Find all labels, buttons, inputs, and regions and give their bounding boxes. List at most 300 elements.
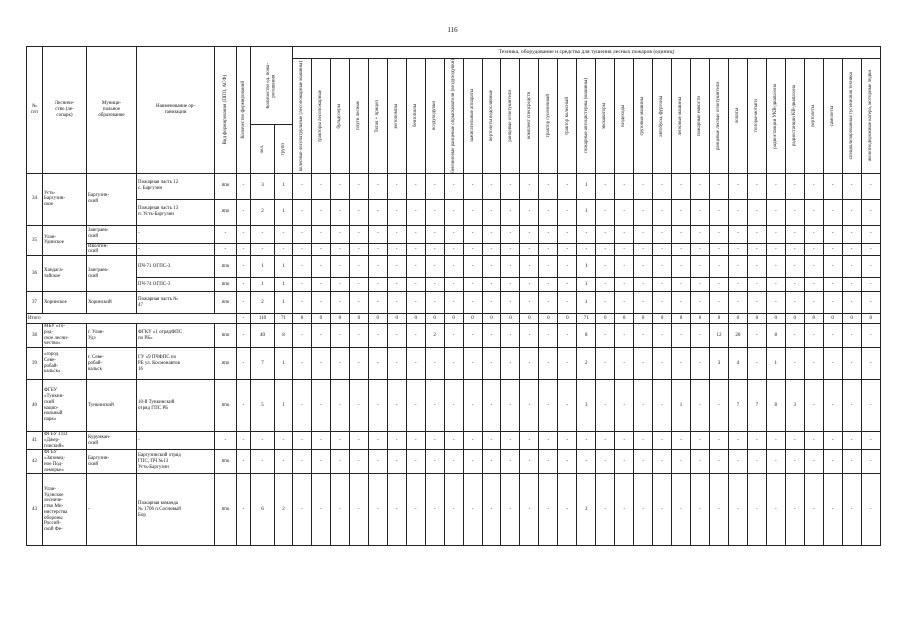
total-equipment-19: 0 — [653, 314, 672, 324]
cell-groups: 1 — [275, 380, 293, 432]
cell-equipment-26: - — [785, 225, 804, 243]
cell-equipment-5: - — [387, 173, 406, 199]
table-row — [27, 348, 881, 380]
header-equipment-9: зажигательные аппараты — [463, 59, 482, 174]
cell-municipality: Баргузин- ский — [87, 450, 137, 474]
cell-equipment-22: - — [709, 278, 728, 292]
cell-formation-count: - — [237, 324, 251, 348]
cell-equipment-13: - — [539, 348, 558, 380]
cell-equipment-22: - — [709, 450, 728, 474]
cell-equipment-14: - — [558, 256, 577, 278]
table-row — [27, 173, 881, 199]
cell-equipment-26: - — [785, 348, 804, 380]
cell-people: 3 — [251, 173, 275, 199]
cell-equipment-0: - — [293, 474, 312, 546]
cell-forestry: «город Севе- робай- кальск» — [43, 348, 87, 380]
cell-equipment-3: - — [349, 348, 368, 380]
cell-equipment-12: - — [520, 278, 539, 292]
cell-equipment-15: 1 — [577, 292, 596, 314]
total-equipment-23: 0 — [728, 314, 747, 324]
table-header — [27, 47, 881, 174]
total-equipment-7: 0 — [425, 314, 444, 324]
cell-equipment-0: - — [293, 432, 312, 450]
cell-equipment-8: - — [444, 292, 463, 314]
cell-equipment-5: - — [387, 450, 406, 474]
cell-equipment-29: - — [842, 243, 861, 256]
cell-equipment-8: - — [444, 450, 463, 474]
cell-equipment-8: - — [444, 173, 463, 199]
total-equipment-16: 0 — [596, 314, 615, 324]
cell-equipment-25: - — [766, 173, 785, 199]
cell-equipment-6: - — [406, 292, 425, 314]
header-equipment-5: мотопомпы — [387, 59, 406, 174]
cell-forestry: Улан- Удэнское лесниче- ство Ми- нистерства обороны Россий- ской Фе- — [43, 474, 87, 546]
cell-equipment-5: - — [387, 199, 406, 225]
cell-num: 41 — [27, 432, 43, 450]
cell-equipment-1: - — [311, 450, 330, 474]
cell-equipment-6: - — [406, 173, 425, 199]
cell-equipment-20: - — [672, 199, 691, 225]
cell-equipment-30: - — [861, 173, 880, 199]
cell-equipment-11: - — [501, 173, 520, 199]
cell-equipment-28: - — [823, 450, 842, 474]
cell-equipment-2: - — [330, 173, 349, 199]
cell-organization: - — [137, 243, 215, 256]
cell-equipment-13: - — [539, 256, 558, 278]
cell-equipment-30: - — [861, 324, 880, 348]
cell-num: 37 — [27, 292, 43, 314]
cell-equipment-17: - — [615, 199, 634, 225]
cell-equipment-11: - — [501, 474, 520, 546]
cell-equipment-19: - — [653, 278, 672, 292]
cell-equipment-16: - — [596, 199, 615, 225]
total-equipment-22: 0 — [709, 314, 728, 324]
cell-equipment-17: - — [615, 225, 634, 243]
cell-equipment-30: - — [861, 450, 880, 474]
cell-equipment-25: - — [766, 243, 785, 256]
cell-equipment-17: - — [615, 380, 634, 432]
cell-equipment-3: - — [349, 225, 368, 243]
cell-equipment-11: - — [501, 432, 520, 450]
cell-equipment-7: - — [425, 243, 444, 256]
cell-equipment-13: - — [539, 450, 558, 474]
cell-municipality: г. Севе- робай- кальск — [87, 348, 137, 380]
cell-equipment-3: - — [349, 380, 368, 432]
cell-groups: 2 — [275, 474, 293, 546]
cell-equipment-21: - — [691, 225, 710, 243]
cell-groups: 1 — [275, 292, 293, 314]
total-equipment-24: 0 — [747, 314, 766, 324]
cell-equipment-12: - — [520, 432, 539, 450]
cell-formation-type: ппо — [215, 173, 237, 199]
cell-equipment-8: - — [444, 256, 463, 278]
header-equipment-8: бензиновые ранцевые опрыскиватели (воздуходувки) — [444, 59, 463, 174]
cell-equipment-28: - — [823, 474, 842, 546]
cell-equipment-3: - — [349, 173, 368, 199]
header-equipment-2: бульдозеры — [330, 59, 349, 174]
cell-equipment-16: - — [596, 292, 615, 314]
cell-formation-count: - — [237, 243, 251, 256]
cell-equipment-27: - — [804, 380, 823, 432]
total-row — [27, 314, 881, 324]
cell-equipment-25: - — [766, 450, 785, 474]
cell-equipment-6: - — [406, 199, 425, 225]
header-equipment-19: автобусы, фургоны — [653, 59, 672, 174]
cell-equipment-27: - — [804, 225, 823, 243]
cell-formation-count: - — [237, 278, 251, 292]
header-equipment-24: топоры-мотыги — [747, 59, 766, 174]
total-equipment-3: 0 — [349, 314, 368, 324]
cell-equipment-28: - — [823, 292, 842, 314]
cell-equipment-29: - — [842, 278, 861, 292]
total-equipment-11: 0 — [501, 314, 520, 324]
cell-equipment-6: - — [406, 256, 425, 278]
cell-equipment-8: - — [444, 324, 463, 348]
cell-equipment-28: - — [823, 243, 842, 256]
cell-equipment-10: - — [482, 173, 501, 199]
cell-equipment-15: - — [577, 243, 596, 256]
cell-equipment-21: - — [691, 278, 710, 292]
cell-equipment-9: - — [463, 324, 482, 348]
cell-equipment-1: - — [311, 199, 330, 225]
cell-equipment-22: - — [709, 199, 728, 225]
cell-equipment-4: - — [368, 474, 387, 546]
cell-equipment-14: - — [558, 348, 577, 380]
cell-groups: 1 — [275, 173, 293, 199]
cell-equipment-27: - — [804, 474, 823, 546]
cell-equipment-7: - — [425, 199, 444, 225]
cell-equipment-9: - — [463, 450, 482, 474]
cell-equipment-29: - — [842, 474, 861, 546]
cell-equipment-13: - — [539, 474, 558, 546]
table-row — [27, 432, 881, 450]
cell-equipment-4: - — [368, 450, 387, 474]
cell-equipment-8: - — [444, 278, 463, 292]
cell-equipment-18: - — [634, 450, 653, 474]
cell-num: 40 — [27, 380, 43, 432]
cell-people: - — [251, 225, 275, 243]
cell-equipment-26: - — [785, 324, 804, 348]
cell-equipment-8: - — [444, 380, 463, 432]
cell-equipment-5: - — [387, 243, 406, 256]
cell-forestry: Хандага- тайское — [43, 256, 87, 292]
cell-equipment-22: 3 — [709, 348, 728, 380]
cell-groups: 1 — [275, 256, 293, 278]
cell-equipment-13: - — [539, 432, 558, 450]
cell-formation-type: ппо — [215, 199, 237, 225]
cell-equipment-9: - — [463, 474, 482, 546]
cell-equipment-22: - — [709, 243, 728, 256]
cell-organization: ФГКУ «1 отрядФПС по РБ» — [137, 324, 215, 348]
cell-equipment-21: - — [691, 380, 710, 432]
cell-organization: Пожарная часть 13 п. Усть-Баргузин — [137, 199, 215, 225]
cell-equipment-26: - — [785, 292, 804, 314]
cell-equipment-22: 12 — [709, 324, 728, 348]
cell-equipment-21: - — [691, 450, 710, 474]
cell-equipment-18: - — [634, 225, 653, 243]
cell-equipment-10: - — [482, 474, 501, 546]
cell-equipment-6: - — [406, 243, 425, 256]
header-equipment-title: Техника, оборудование и средства для тушения лесных пожаров (единиц) — [293, 47, 881, 59]
cell-equipment-4: - — [368, 348, 387, 380]
cell-equipment-25: 1 — [766, 348, 785, 380]
cell-equipment-28: - — [823, 173, 842, 199]
header-equipment-12: комплект спецсредств — [520, 59, 539, 174]
cell-people: 7 — [251, 348, 275, 380]
total-groups: 71 — [275, 314, 293, 324]
table-row — [27, 292, 881, 314]
cell-municipality: г. Улан- Удэ — [87, 324, 137, 348]
cell-equipment-7: - — [425, 450, 444, 474]
total-equipment-17: 0 — [615, 314, 634, 324]
cell-equipment-12: - — [520, 324, 539, 348]
cell-equipment-23: 20 — [728, 324, 747, 348]
cell-equipment-18: - — [634, 243, 653, 256]
cell-people: 1 — [251, 278, 275, 292]
cell-equipment-24: - — [747, 474, 766, 546]
header-equipment-0: колесные лесопатрульные (лесопожарные машины) — [293, 59, 312, 174]
table-row — [27, 243, 881, 256]
cell-equipment-13: - — [539, 292, 558, 314]
cell-equipment-17: - — [615, 292, 634, 314]
cell-equipment-14: - — [558, 432, 577, 450]
cell-equipment-23: - — [728, 225, 747, 243]
cell-equipment-16: - — [596, 348, 615, 380]
cell-equipment-10: - — [482, 199, 501, 225]
header-equipment-21: пожарные емкости — [691, 59, 710, 174]
cell-equipment-22: - — [709, 474, 728, 546]
cell-equipment-5: - — [387, 324, 406, 348]
cell-equipment-19: - — [653, 348, 672, 380]
cell-equipment-13: - — [539, 173, 558, 199]
cell-equipment-3: - — [349, 324, 368, 348]
cell-equipment-24: - — [747, 348, 766, 380]
cell-equipment-2: - — [330, 199, 349, 225]
cell-formation-count: - — [237, 199, 251, 225]
cell-equipment-5: - — [387, 348, 406, 380]
cell-equipment-12: - — [520, 225, 539, 243]
cell-equipment-4: - — [368, 292, 387, 314]
cell-equipment-19: - — [653, 380, 672, 432]
cell-equipment-13: - — [539, 199, 558, 225]
cell-equipment-30: - — [861, 292, 880, 314]
cell-groups: - — [275, 432, 293, 450]
cell-equipment-2: - — [330, 348, 349, 380]
cell-equipment-25: - — [766, 432, 785, 450]
cell-equipment-7: - — [425, 432, 444, 450]
cell-equipment-26: - — [785, 474, 804, 546]
cell-equipment-25: 8 — [766, 380, 785, 432]
total-equipment-8: 0 — [444, 314, 463, 324]
total-equipment-25: 0 — [766, 314, 785, 324]
cell-forestry: Хоринское — [43, 292, 87, 314]
cell-equipment-29: - — [842, 432, 861, 450]
cell-equipment-22: - — [709, 292, 728, 314]
cell-equipment-8: - — [444, 199, 463, 225]
cell-equipment-18: - — [634, 324, 653, 348]
cell-forestry: ФГБУ «Заповед- ное Под- леморье» — [43, 450, 87, 474]
cell-equipment-30: - — [861, 243, 880, 256]
cell-equipment-8: - — [444, 243, 463, 256]
total-equipment-13: 0 — [539, 314, 558, 324]
cell-equipment-23: - — [728, 256, 747, 278]
cell-equipment-27: - — [804, 243, 823, 256]
cell-equipment-19: - — [653, 225, 672, 243]
cell-equipment-9: - — [463, 292, 482, 314]
cell-equipment-15: 1 — [577, 173, 596, 199]
total-equipment-6: 0 — [406, 314, 425, 324]
cell-equipment-2: - — [330, 474, 349, 546]
cell-equipment-23: 4 — [728, 348, 747, 380]
cell-equipment-10: - — [482, 348, 501, 380]
cell-groups: - — [275, 243, 293, 256]
cell-equipment-1: - — [311, 243, 330, 256]
cell-equipment-6: - — [406, 474, 425, 546]
cell-equipment-24: - — [747, 324, 766, 348]
cell-equipment-17: - — [615, 256, 634, 278]
cell-equipment-16: - — [596, 450, 615, 474]
total-equipment-21: 0 — [691, 314, 710, 324]
cell-municipality: Курумкан- ский — [87, 432, 137, 450]
cell-equipment-2: - — [330, 380, 349, 432]
cell-equipment-12: - — [520, 450, 539, 474]
cell-equipment-22: - — [709, 173, 728, 199]
cell-equipment-9: - — [463, 278, 482, 292]
cell-equipment-18: - — [634, 173, 653, 199]
cell-equipment-14: - — [558, 380, 577, 432]
cell-equipment-4: - — [368, 199, 387, 225]
cell-equipment-15: 2 — [577, 474, 596, 546]
cell-equipment-27: - — [804, 324, 823, 348]
cell-groups: 1 — [275, 199, 293, 225]
cell-equipment-29: - — [842, 380, 861, 432]
total-equipment-26: 0 — [785, 314, 804, 324]
cell-equipment-25: - — [766, 256, 785, 278]
cell-equipment-21: - — [691, 474, 710, 546]
total-equipment-9: 0 — [463, 314, 482, 324]
cell-equipment-5: - — [387, 256, 406, 278]
header-organization: Наименование ор- ганизации — [137, 47, 215, 174]
header-municipality: Муници- пальное образование — [87, 47, 137, 174]
cell-equipment-9: - — [463, 256, 482, 278]
cell-equipment-28: - — [823, 278, 842, 292]
cell-groups: - — [275, 225, 293, 243]
cell-formation-type: - — [215, 225, 237, 243]
cell-forestry: Усть- Баргузин- ское — [43, 173, 87, 225]
cell-equipment-9: - — [463, 225, 482, 243]
cell-equipment-11: - — [501, 380, 520, 432]
cell-equipment-26: - — [785, 450, 804, 474]
cell-equipment-12: - — [520, 380, 539, 432]
cell-equipment-3: - — [349, 278, 368, 292]
cell-equipment-29: - — [842, 256, 861, 278]
cell-equipment-30: - — [861, 278, 880, 292]
cell-equipment-10: - — [482, 432, 501, 450]
cell-equipment-23: - — [728, 450, 747, 474]
cell-equipment-9: - — [463, 243, 482, 256]
cell-equipment-19: - — [653, 292, 672, 314]
total-equipment-20: 0 — [672, 314, 691, 324]
cell-equipment-6: - — [406, 278, 425, 292]
header-equipment-1: тракторы лесопожарные — [311, 59, 330, 174]
table-row — [27, 324, 881, 348]
cell-equipment-10: - — [482, 243, 501, 256]
cell-equipment-7: - — [425, 173, 444, 199]
header-equipment-27: вертолеты — [804, 59, 823, 174]
cell-equipment-3: - — [349, 292, 368, 314]
cell-equipment-24: - — [747, 173, 766, 199]
fire-equipment-table — [26, 46, 881, 546]
cell-equipment-16: - — [596, 225, 615, 243]
cell-equipment-0: - — [293, 380, 312, 432]
cell-equipment-3: - — [349, 199, 368, 225]
cell-equipment-28: - — [823, 348, 842, 380]
cell-num: 43 — [27, 474, 43, 546]
cell-equipment-26: - — [785, 173, 804, 199]
cell-equipment-4: - — [368, 380, 387, 432]
cell-equipment-25: - — [766, 278, 785, 292]
cell-formation-count: - — [237, 450, 251, 474]
cell-municipality: - — [87, 474, 137, 546]
cell-num: 42 — [27, 450, 43, 474]
cell-equipment-2: - — [330, 278, 349, 292]
total-label: Итого — [27, 314, 237, 324]
cell-equipment-25: 8 — [766, 324, 785, 348]
cell-equipment-27: - — [804, 292, 823, 314]
cell-equipment-19: - — [653, 173, 672, 199]
cell-equipment-14: - — [558, 450, 577, 474]
cell-equipment-5: - — [387, 380, 406, 432]
cell-groups: 8 — [275, 324, 293, 348]
cell-equipment-20: - — [672, 225, 691, 243]
cell-equipment-22: - — [709, 380, 728, 432]
cell-equipment-24: - — [747, 199, 766, 225]
cell-equipment-29: - — [842, 199, 861, 225]
cell-equipment-25: - — [766, 474, 785, 546]
cell-equipment-21: - — [691, 432, 710, 450]
cell-equipment-18: - — [634, 292, 653, 314]
cell-equipment-2: - — [330, 292, 349, 314]
cell-equipment-13: - — [539, 225, 558, 243]
cell-equipment-26: - — [785, 243, 804, 256]
cell-equipment-0: - — [293, 450, 312, 474]
cell-equipment-14: - — [558, 292, 577, 314]
cell-equipment-7: 2 — [425, 324, 444, 348]
cell-equipment-11: - — [501, 256, 520, 278]
cell-equipment-5: - — [387, 474, 406, 546]
cell-equipment-21: - — [691, 243, 710, 256]
cell-forestry: ФГБУ ГПЗ «Джер- гинский» — [43, 432, 87, 450]
cell-formation-type: ппо — [215, 292, 237, 314]
header-equipment-3: плуги лесные — [349, 59, 368, 174]
cell-equipment-23: - — [728, 199, 747, 225]
cell-equipment-6: - — [406, 348, 425, 380]
cell-equipment-19: - — [653, 432, 672, 450]
cell-formation-count: - — [237, 256, 251, 278]
cell-equipment-23: - — [728, 173, 747, 199]
cell-equipment-21: - — [691, 324, 710, 348]
cell-equipment-20: - — [672, 278, 691, 292]
cell-equipment-20: 1 — [672, 380, 691, 432]
table-body — [27, 173, 881, 546]
total-equipment-30: 0 — [861, 314, 880, 324]
cell-num: 38 — [27, 324, 43, 348]
cell-equipment-27: - — [804, 278, 823, 292]
cell-equipment-29: - — [842, 292, 861, 314]
cell-groups: - — [275, 450, 293, 474]
cell-equipment-28: - — [823, 380, 842, 432]
cell-equipment-16: - — [596, 173, 615, 199]
